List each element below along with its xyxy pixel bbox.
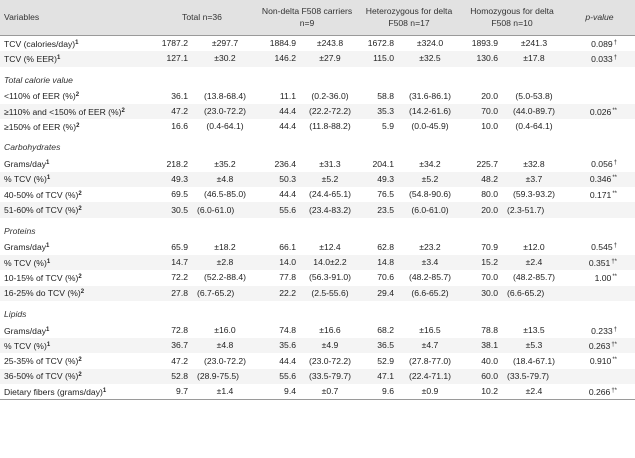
- hetero-value: 5.9: [382, 121, 394, 132]
- p-value: [564, 202, 635, 217]
- p-value-marker: **: [612, 107, 617, 114]
- p-value-number: 0.351: [588, 257, 611, 268]
- total-dispersion: (0.4-64.1): [206, 121, 244, 132]
- row-label-text: TCV (calories/day): [4, 38, 76, 49]
- hetero-dispersion: ±3.4: [400, 255, 460, 270]
- nondelta-dispersion: (2.5-55.6): [302, 286, 358, 301]
- total-dispersion: ±2.8: [194, 255, 256, 270]
- total-value: 36.1: [171, 90, 188, 101]
- homo-value: 70.9: [481, 241, 498, 252]
- p-value: [564, 286, 635, 301]
- nondelta-dispersion: ±243.8: [302, 36, 358, 52]
- row-label-text: Grams/day: [4, 159, 47, 170]
- p-value-number: 0.026: [589, 106, 612, 117]
- table-row: [0, 353, 635, 368]
- hetero-value: 62.8: [377, 241, 394, 252]
- hetero-value: 204.1: [372, 158, 394, 169]
- nondelta-value: 66.1: [279, 241, 296, 252]
- header-heterozygous: Heterozygous for delta F508 n=17: [358, 0, 460, 36]
- homo-value: 20.0: [481, 90, 498, 101]
- p-value-marker: †: [613, 160, 617, 167]
- footnote-marker: 1: [75, 39, 79, 46]
- table-body: [0, 36, 635, 400]
- hetero-dispersion: (31.6-86.1): [408, 90, 452, 101]
- hetero-dispersion: (22.4-71.1): [400, 369, 460, 384]
- nondelta-value: 146.2: [256, 51, 302, 66]
- p-value-number: 0.266: [588, 386, 611, 397]
- p-value-number: 0.910: [589, 356, 612, 367]
- hetero-value: 23.5: [358, 202, 400, 217]
- row-label-text: ≥110% and <150% of EER (%): [4, 107, 122, 118]
- nondelta-dispersion: ±27.9: [302, 51, 358, 66]
- nondelta-value: 1884.9: [256, 36, 302, 52]
- nondelta-value: 44.4: [279, 189, 296, 200]
- hetero-dispersion: ±23.2: [419, 241, 441, 252]
- hetero-dispersion: (27.8-77.0): [408, 355, 452, 366]
- total-value: 49.3: [148, 172, 194, 187]
- homo-dispersion: ±12.0: [523, 241, 545, 252]
- table-row: [0, 104, 635, 119]
- total-value: 52.8: [148, 369, 194, 384]
- row-label-text: 16-25% do TCV (%): [4, 288, 81, 299]
- footnote-marker: 1: [46, 243, 50, 250]
- total-value: 47.2: [148, 104, 194, 119]
- hetero-value: 52.9: [377, 355, 394, 366]
- row-label: [0, 286, 148, 301]
- nondelta-value: 236.4: [274, 158, 296, 169]
- row-label-text: 25-35% of TCV (%): [4, 356, 79, 367]
- nondelta-value: 44.4: [279, 355, 296, 366]
- p-value: [564, 187, 635, 202]
- homo-value: 20.0: [460, 202, 504, 217]
- homo-value: 10.2: [460, 384, 504, 400]
- hetero-dispersion: ±16.5: [419, 325, 441, 335]
- row-label: [0, 104, 148, 119]
- table-row: [0, 51, 635, 66]
- row-label: [0, 172, 148, 187]
- homo-value: 80.0: [481, 189, 498, 200]
- hetero-value: 14.8: [358, 255, 400, 270]
- row-label-text: TCV (% EER): [4, 53, 57, 64]
- nondelta-value: 14.0: [256, 255, 302, 270]
- row-label: [0, 119, 148, 134]
- section-label: Total calorie value: [4, 74, 73, 85]
- total-dispersion: ±30.2: [194, 51, 256, 66]
- total-dispersion: ±1.4: [194, 384, 256, 400]
- p-value: [564, 323, 635, 338]
- row-label-text: 36-50% of TCV (%): [4, 371, 79, 382]
- p-value: [564, 119, 635, 134]
- p-value: [564, 36, 635, 52]
- section-row: [0, 223, 635, 240]
- p-value: [564, 240, 635, 255]
- homo-value: 60.0: [460, 369, 504, 384]
- homo-value: 130.6: [460, 51, 504, 66]
- nondelta-dispersion: (0.2-36.0): [311, 90, 349, 101]
- homo-dispersion: (2.3-51.7): [504, 202, 564, 217]
- nondelta-dispersion: 14.0±2.2: [302, 255, 358, 270]
- total-dispersion: ±18.2: [214, 241, 236, 252]
- nondelta-dispersion: (23.4-83.2): [302, 202, 358, 217]
- hetero-value: 49.3: [358, 172, 400, 187]
- p-value: [564, 51, 635, 66]
- table-row: [0, 187, 635, 202]
- nondelta-dispersion: (33.5-79.7): [302, 369, 358, 384]
- footnote-marker: 2: [80, 289, 85, 296]
- table-row: [0, 323, 635, 338]
- nondelta-value: 9.4: [256, 384, 302, 400]
- total-value: 69.5: [171, 189, 188, 200]
- hetero-value: 115.0: [358, 51, 400, 66]
- footnote-marker: 2: [78, 190, 82, 197]
- total-dispersion: ±4.8: [194, 172, 256, 187]
- nondelta-dispersion: ±31.3: [319, 158, 341, 169]
- hetero-value: 35.3: [358, 104, 400, 119]
- total-dispersion: (23.0-72.2): [203, 355, 247, 366]
- table-row: [0, 338, 635, 353]
- p-value: [564, 338, 635, 353]
- footnote-marker: 1: [46, 175, 51, 182]
- section-row: [0, 139, 635, 156]
- homo-dispersion: ±2.4: [504, 384, 564, 400]
- p-value-marker: †*: [611, 387, 617, 394]
- total-dispersion: (13.8-68.4): [203, 90, 247, 101]
- homo-dispersion: ±3.7: [504, 172, 564, 187]
- hetero-value: 9.6: [358, 384, 400, 400]
- p-value-number: 0.089: [591, 38, 613, 49]
- homo-value: 70.0: [481, 272, 498, 283]
- homo-value: 70.0: [460, 104, 504, 119]
- row-label: [0, 369, 148, 384]
- section-label: Carbohydrates: [4, 142, 61, 153]
- hetero-value: 76.5: [377, 189, 394, 200]
- homo-dispersion: (5.0-53.8): [515, 90, 553, 101]
- row-label-text: Grams/day: [4, 325, 47, 336]
- homo-dispersion: (18.4-67.1): [512, 355, 556, 366]
- homo-value: 40.0: [481, 355, 498, 366]
- total-value: 30.5: [148, 202, 194, 217]
- homo-dispersion: (59.3-93.2): [512, 189, 556, 200]
- total-dispersion: ±4.8: [194, 338, 256, 353]
- total-dispersion: (28.9-75.5): [194, 369, 256, 384]
- nondelta-dispersion: ±16.6: [319, 325, 341, 335]
- nondelta-value: 11.1: [279, 90, 296, 101]
- nondelta-value: 55.6: [256, 369, 302, 384]
- nondelta-value: 35.6: [256, 338, 302, 353]
- p-value-marker: †*: [611, 341, 617, 348]
- table-row: [0, 255, 635, 270]
- hetero-value: 29.4: [358, 286, 400, 301]
- row-label: [0, 255, 148, 270]
- footnote-marker: 2: [76, 122, 80, 129]
- nondelta-dispersion: ±5.2: [302, 172, 358, 187]
- nondelta-dispersion: ±4.9: [302, 338, 358, 353]
- total-value: 14.7: [148, 255, 194, 270]
- row-label-text: ≥150% of EER (%): [4, 121, 77, 132]
- p-value-number: 0.545: [591, 242, 613, 253]
- p-value-number: 0.056: [591, 159, 613, 170]
- homo-value: 30.0: [460, 286, 504, 301]
- homo-value: 10.0: [481, 121, 498, 132]
- footnote-marker: 1: [46, 341, 51, 348]
- homo-value: 78.8: [481, 325, 498, 335]
- p-value-number: 0.263: [588, 340, 611, 351]
- p-value-number: 0.346: [589, 174, 612, 185]
- total-dispersion: (6.0-61.0): [194, 202, 256, 217]
- homo-dispersion: ±13.5: [523, 325, 545, 335]
- nondelta-value: 50.3: [256, 172, 302, 187]
- table-row: [0, 156, 635, 171]
- hetero-value: 70.6: [377, 272, 394, 283]
- row-label: [0, 202, 148, 217]
- row-label: [0, 270, 148, 285]
- nondelta-value: 44.4: [279, 121, 296, 132]
- total-dispersion: ±35.2: [214, 158, 236, 169]
- homo-value: 1893.9: [460, 36, 504, 52]
- row-label: [0, 89, 148, 104]
- nondelta-dispersion: ±12.4: [319, 241, 341, 252]
- total-value: 1787.2: [148, 36, 194, 52]
- p-value-number: 0.033: [591, 53, 613, 64]
- table-row: [0, 36, 635, 52]
- hetero-value: 58.8: [377, 90, 394, 101]
- p-value-marker: **: [612, 190, 617, 197]
- hetero-dispersion: (0.0-45.9): [411, 121, 449, 132]
- table-row: [0, 286, 635, 301]
- total-dispersion: ±16.0: [214, 325, 236, 335]
- total-value: 36.7: [148, 338, 194, 353]
- footnote-marker: 1: [102, 387, 107, 394]
- row-label-text: Dietary fibers (grams/day): [4, 386, 103, 397]
- hetero-dispersion: (54.8-90.6): [408, 189, 452, 200]
- nondelta-value: 77.8: [279, 272, 296, 283]
- p-value-marker: †: [613, 54, 617, 61]
- homo-value: 225.7: [476, 158, 498, 169]
- section-row: [0, 306, 635, 323]
- homo-dispersion: ±17.8: [504, 51, 564, 66]
- footnote-marker: 1: [46, 326, 50, 333]
- footnote-marker: 1: [46, 258, 51, 265]
- p-value: [564, 104, 635, 119]
- section-label: Proteins: [4, 225, 36, 236]
- total-value: 16.6: [171, 121, 188, 132]
- row-label-text: % TCV (%): [4, 257, 47, 268]
- hetero-dispersion: ±32.5: [400, 51, 460, 66]
- total-dispersion: (23.0-72.2): [194, 104, 256, 119]
- row-label: [0, 36, 148, 52]
- p-value-marker: **: [612, 273, 617, 280]
- total-dispersion: (6.7-65.2): [194, 286, 256, 301]
- row-label: [0, 338, 148, 353]
- p-value-marker: **: [612, 357, 617, 364]
- row-label-text: % TCV (%): [4, 174, 47, 185]
- nondelta-value: 22.2: [256, 286, 302, 301]
- table-row: [0, 119, 635, 134]
- header-total: Total n=36: [148, 0, 256, 36]
- nondelta-value: 55.6: [256, 202, 302, 217]
- header-variables: Variables: [0, 0, 148, 36]
- footnote-marker: 1: [57, 54, 61, 61]
- nondelta-dispersion: (23.0-72.2): [308, 355, 352, 366]
- nondelta-value: 44.4: [256, 104, 302, 119]
- homo-dispersion: (33.5-79.7): [504, 369, 564, 384]
- p-value: [564, 255, 635, 270]
- total-value: 127.1: [148, 51, 194, 66]
- homo-dispersion: ±2.4: [504, 255, 564, 270]
- homo-dispersion: (48.2-85.7): [512, 272, 556, 283]
- hetero-dispersion: (6.6-65.2): [400, 286, 460, 301]
- row-label: [0, 51, 148, 66]
- row-label: [0, 323, 148, 338]
- table-row: [0, 369, 635, 384]
- homo-value: 48.2: [460, 172, 504, 187]
- hetero-value: 47.1: [358, 369, 400, 384]
- header-nondelta: Non-delta F508 carriers n=9: [256, 0, 358, 36]
- homo-dispersion: (6.6-65.2): [504, 286, 564, 301]
- row-label: [0, 384, 148, 400]
- p-value: [564, 270, 635, 285]
- section-row: [0, 72, 635, 89]
- header-pvalue: p-value: [564, 0, 635, 36]
- total-value: 65.9: [171, 241, 188, 252]
- p-value-number: 0.233: [591, 325, 613, 336]
- row-label: [0, 187, 148, 202]
- total-value: 72.2: [171, 272, 188, 283]
- table-row: [0, 172, 635, 187]
- table-row: [0, 240, 635, 255]
- p-value: [564, 89, 635, 104]
- row-label-text: 10-15% of TCV (%): [4, 272, 79, 283]
- hetero-dispersion: ±324.0: [400, 36, 460, 52]
- row-label-text: % TCV (%): [4, 340, 47, 351]
- p-value-marker: **: [612, 175, 617, 182]
- footnote-marker: 2: [78, 372, 82, 379]
- homo-value: 15.2: [460, 255, 504, 270]
- hetero-value: 36.5: [358, 338, 400, 353]
- table-row: [0, 202, 635, 217]
- hetero-dispersion: (6.0-61.0): [400, 202, 460, 217]
- nondelta-dispersion: (56.3-91.0): [308, 272, 352, 283]
- hetero-value: 68.2: [377, 325, 394, 335]
- header-homozygous: Homozygous for delta F508 n=10: [460, 0, 564, 36]
- footnote-marker: 2: [78, 206, 82, 213]
- hetero-dispersion: (48.2-85.7): [408, 272, 452, 283]
- p-value-number: 0.171: [589, 189, 612, 200]
- table-row: [0, 89, 635, 104]
- row-label: [0, 240, 148, 255]
- table-row: [0, 270, 635, 285]
- total-value: 218.2: [166, 158, 188, 169]
- total-value: 72.8: [171, 325, 188, 335]
- hetero-dispersion: ±0.9: [400, 384, 460, 400]
- row-label-text: 51-60% of TCV (%): [4, 205, 79, 216]
- total-dispersion: ±297.7: [194, 36, 256, 52]
- p-value-marker: †: [613, 39, 617, 46]
- total-value: 9.7: [148, 384, 194, 400]
- row-label-text: 40-50% of TCV (%): [4, 189, 79, 200]
- row-label: [0, 156, 148, 171]
- homo-value: 38.1: [460, 338, 504, 353]
- total-value: 47.2: [171, 355, 188, 366]
- nondelta-dispersion: ±0.7: [302, 384, 358, 400]
- p-value: [564, 156, 635, 171]
- homo-dispersion: (44.0-89.7): [504, 104, 564, 119]
- p-value-marker: †: [613, 326, 617, 333]
- nondelta-dispersion: (22.2-72.2): [302, 104, 358, 119]
- homo-dispersion: (0.4-64.1): [515, 121, 553, 132]
- hetero-dispersion: ±5.2: [400, 172, 460, 187]
- homo-dispersion: ±241.3: [504, 36, 564, 52]
- nondelta-value: 74.8: [279, 325, 296, 335]
- hetero-dispersion: ±34.2: [419, 158, 441, 169]
- footnote-marker: 1: [46, 160, 50, 167]
- row-label-text: <110% of EER (%): [4, 91, 76, 102]
- total-dispersion: (46.5-85.0): [203, 189, 247, 200]
- homo-dispersion: ±5.3: [504, 338, 564, 353]
- p-value: [564, 172, 635, 187]
- footnote-marker: 2: [75, 92, 80, 99]
- footnote-marker: 2: [78, 357, 82, 364]
- p-value: [564, 384, 635, 400]
- total-value: 27.8: [148, 286, 194, 301]
- footnote-marker: 2: [78, 273, 82, 280]
- row-label: [0, 353, 148, 368]
- footnote-marker: 2: [121, 108, 125, 115]
- nondelta-dispersion: (11.8-88.2): [309, 121, 351, 132]
- p-value: [564, 369, 635, 384]
- p-value-number: 1.00: [594, 272, 612, 283]
- hetero-value: 1672.8: [358, 36, 400, 52]
- p-value: [564, 353, 635, 368]
- total-dispersion: (52.2-88.4): [203, 272, 247, 283]
- row-label-text: Grams/day: [4, 242, 47, 253]
- hetero-dispersion: (14.2-61.6): [400, 104, 460, 119]
- p-value-marker: †: [613, 243, 617, 250]
- table-row: [0, 384, 635, 400]
- homo-dispersion: ±32.8: [523, 158, 545, 169]
- p-value-marker: †*: [611, 258, 617, 265]
- hetero-dispersion: ±4.7: [400, 338, 460, 353]
- section-label: Lipids: [4, 308, 27, 319]
- nondelta-dispersion: (24.4-65.1): [308, 189, 352, 200]
- header-row: [0, 0, 635, 36]
